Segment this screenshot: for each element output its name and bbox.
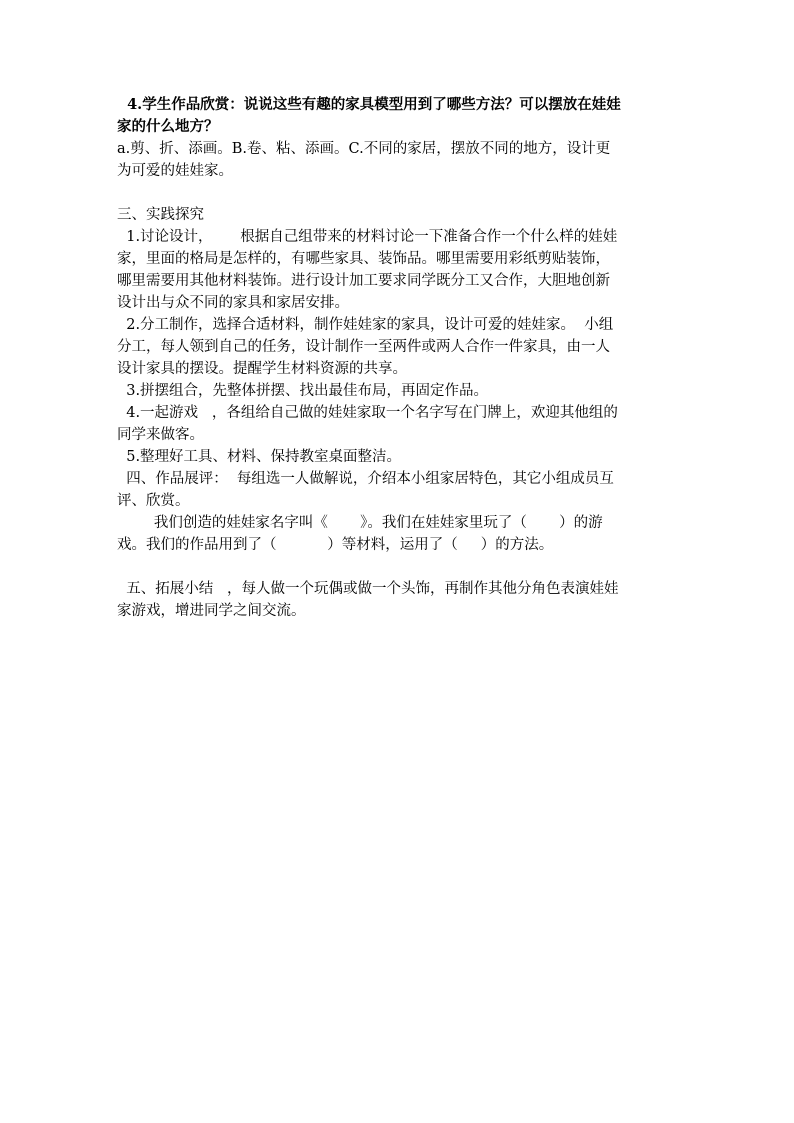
paragraph-line: 设计家具的摆设。提醒学生材料资源的共享。	[117, 361, 407, 377]
paragraph-line: 戏。我们的作品用到了（ ）等材料，运用了（ ）的方法。	[117, 537, 554, 553]
blank-line	[117, 182, 689, 204]
paragraph-line: 评、欣赏。	[117, 493, 190, 509]
paragraph-line: 1.讨论设计， 根据自己组带来的材料讨论一下准备合作一个什么样的娃娃	[117, 229, 618, 245]
section-heading: 五、拓展小结 ，每人做一个玩偶或做一个头饰，再制作其他分角色表演娃娃	[117, 581, 619, 597]
paragraph-line: 家的什么地方？	[117, 118, 219, 135]
paragraph-line: 分工，每人领到自己的任务，设计制作一至两件或两人合作一件家具，由一人	[117, 339, 610, 355]
paragraph-line: a.剪、折、添画。B.卷、粘、添画。C.不同的家居，摆放不同的地方，设计更	[117, 141, 611, 157]
paragraph-line: 3.拼摆组合，先整体拼摆、找出最佳布局，再固定作品。	[117, 383, 489, 399]
paragraph-line: 我们创造的娃娃家名字叫《 》。我们在娃娃家里玩了（ ）的游	[117, 515, 603, 531]
paragraph-line: 5.整理好工具、材料、保持教室桌面整洁。	[117, 449, 402, 465]
paragraph-line: 4.一起游戏 ，各组给自己做的娃娃家取一个名字写在门牌上，欢迎其他组的	[117, 405, 618, 421]
paragraph-line: 4.学生作品欣赏：说说这些有趣的家具模型用到了哪些方法？可以摆放在娃娃	[117, 96, 621, 113]
section-heading: 四、作品展评： 每组选一人做解说，介绍本小组家居特色，其它小组成员互	[117, 471, 614, 487]
paragraph-line: 哪里需要用其他材料装饰。进行设计加工要求同学既分工又合作，大胆地创新	[117, 273, 610, 289]
blank-line	[117, 556, 689, 578]
paragraph-line: 家，里面的格局是怎样的，有哪些家具、装饰品。哪里需要用彩纸剪贴装饰，	[117, 251, 610, 267]
document-page	[117, 94, 689, 622]
paragraph-line: 家游戏，增进同学之间交流。	[117, 603, 306, 619]
section-heading: 三、实践探究	[117, 207, 204, 223]
paragraph-line: 设计出与众不同的家具和家居安排。	[117, 295, 349, 311]
paragraph-line: 2.分工制作，选择合适材料，制作娃娃家的家具，设计可爱的娃娃家。 小组	[117, 317, 614, 333]
paragraph-line: 为可爱的娃娃家。	[117, 163, 233, 179]
paragraph-line: 同学来做客。	[117, 427, 204, 443]
